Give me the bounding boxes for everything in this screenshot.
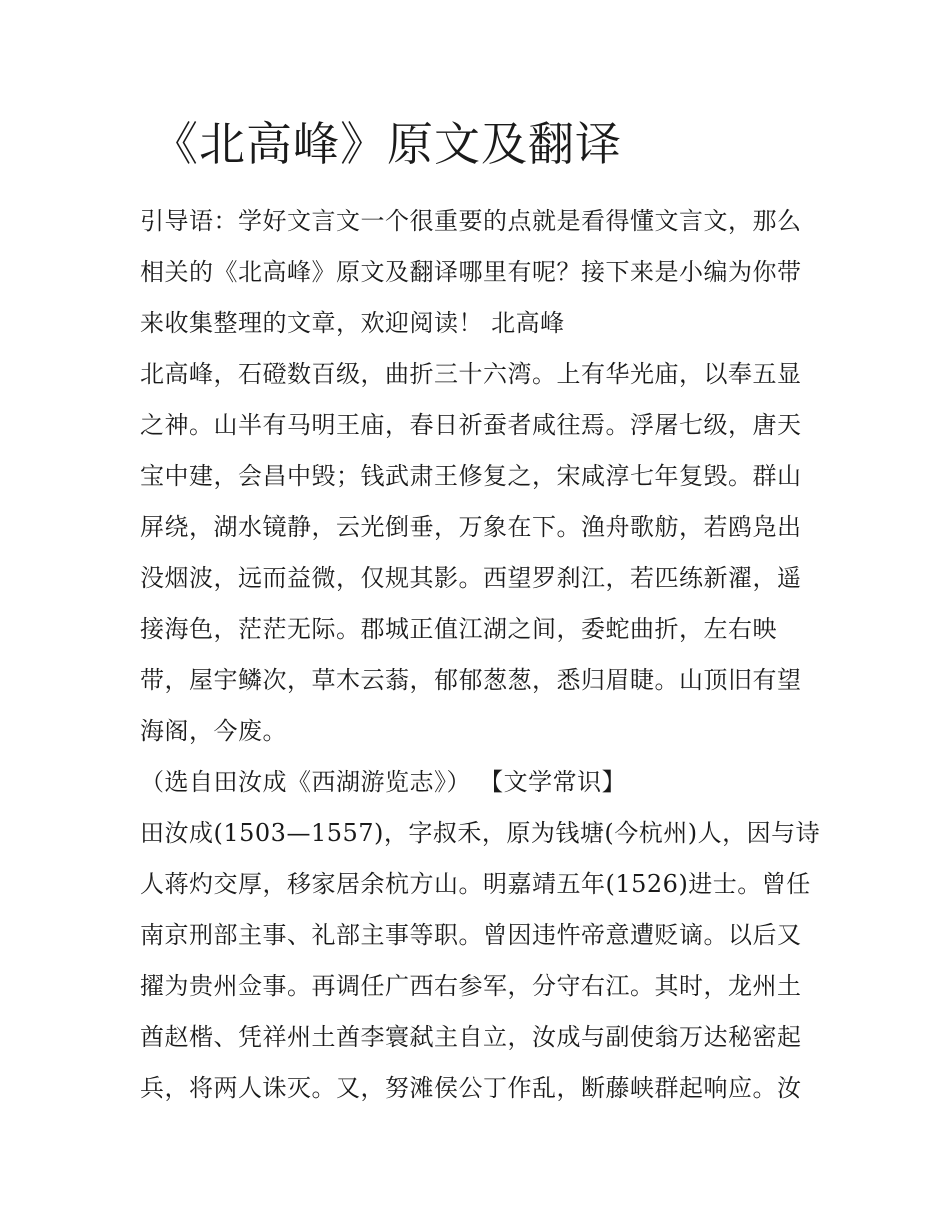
text-line: 之神。山半有马明王庙，春日祈蚕者咸往焉。浮屠七级，唐天 <box>140 411 802 439</box>
text-line: 田汝成(1503—1557)，字叔禾，原为钱塘(今杭州)人，因与诗 <box>140 819 821 847</box>
text-line: 来收集整理的文章，欢迎阅读！ 北高峰 <box>140 309 565 337</box>
text-line: 屏绕，湖水镜静，云光倒垂，万象在下。渔舟歌舫，若鸥凫出 <box>140 513 802 541</box>
text-line: 兵，将两人诛灭。又，努滩侯公丁作乱，断藤峡群起响应。汝 <box>140 1074 802 1102</box>
text-line: 擢为贵州佥事。再调任广西右参军，分守右江。其时，龙州土 <box>140 972 802 1000</box>
text-line: 带，屋宇鳞次，草木云蓊，郁郁葱葱，悉归眉睫。山顶旧有望 <box>140 666 802 694</box>
text-line: 南京刑部主事、礼部主事等职。曾因违忤帝意遭贬谪。以后又 <box>140 921 802 949</box>
document-body <box>140 196 820 1114</box>
text-line: 人蒋灼交厚，移家居余杭方山。明嘉靖五年(1526)进士。曾任 <box>140 870 811 898</box>
text-line: 没烟波，远而益微，仅规其影。西望罗刹江，若匹练新濯，遥 <box>140 564 802 592</box>
text-line: 北高峰，石磴数百级，曲折三十六湾。上有华光庙，以奉五显 <box>140 360 802 388</box>
text-line: 引导语：学好文言文一个很重要的点就是看得懂文言文，那么 <box>140 207 802 235</box>
text-line: 酋赵楷、凭祥州土酋李寰弑主自立，汝成与副使翁万达秘密起 <box>140 1023 802 1051</box>
page-title: 《北高峰》原文及翻译 <box>152 117 622 171</box>
text-line: 宝中建，会昌中毁；钱武肃王修复之，宋咸淳七年复毁。群山 <box>140 462 802 490</box>
text-line: 接海色，茫茫无际。郡城正值江湖之间，委蛇曲折，左右映 <box>140 615 777 643</box>
text-line: （选自田汝成《西湖游览志》） 【文学常识】 <box>140 768 627 796</box>
text-line: 相关的《北高峰》原文及翻译哪里有呢？接下来是小编为你带 <box>140 258 802 286</box>
text-line: 海阁，今废。 <box>140 717 287 745</box>
